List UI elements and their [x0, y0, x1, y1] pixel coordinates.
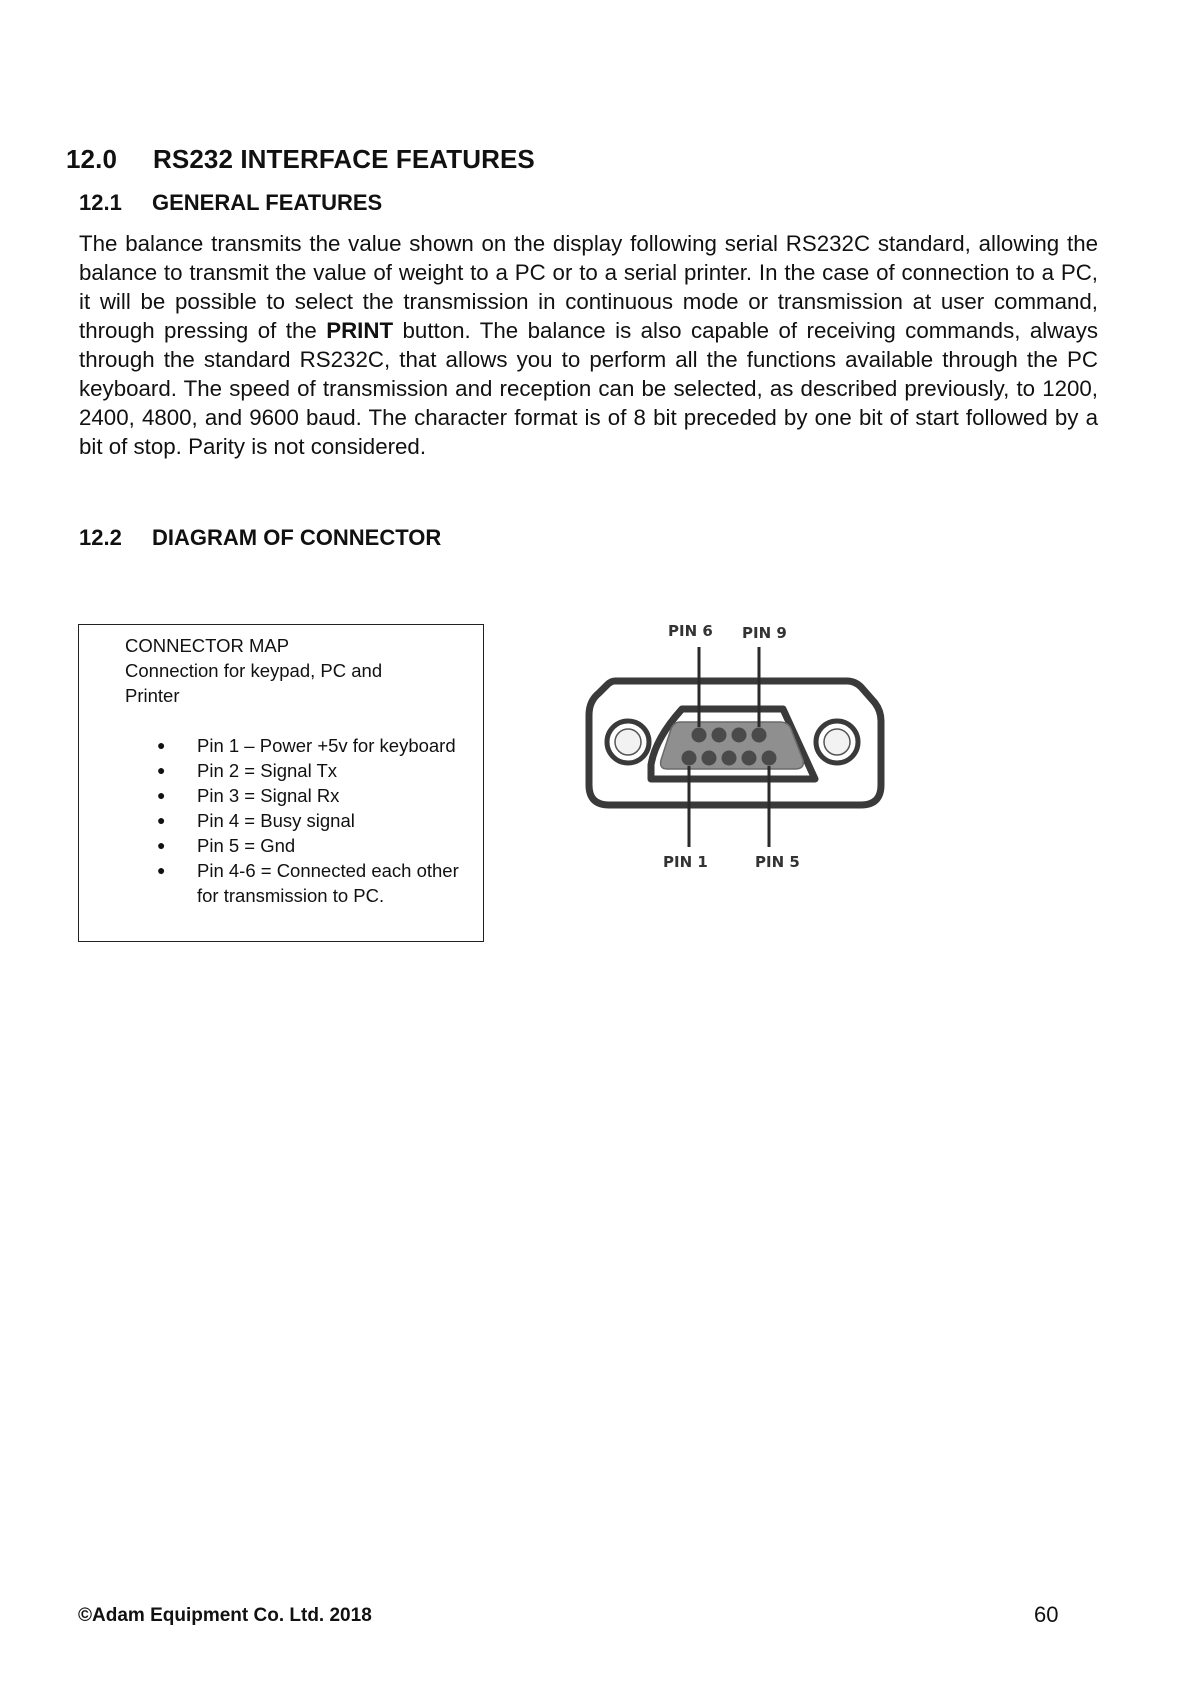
- bullet-icon: ●: [157, 812, 166, 828]
- print-button-name: PRINT: [326, 318, 394, 343]
- list-item: [125, 783, 465, 808]
- paragraph-text-part-2: button. The balance is also capable of receiving commands, always through the standard RS232C, that allows you to perform all the functions available through the PC keyboard. The speed of transmission and reception can be selected, as described previously, to 1200, 2400, 4800, and 9600 baud. The character format is of 8 bit preceded by one bit of start followed by a bit of stop. Parity is not considered.: [79, 318, 1098, 459]
- bullet-icon: ●: [157, 862, 166, 878]
- pin-description: Pin 4-6 = Connected each other for transmission to PC.: [197, 860, 459, 906]
- footer-copyright: ©Adam Equipment Co. Ltd. 2018: [78, 1605, 372, 1626]
- pin-dot: [762, 751, 777, 766]
- pin-list: [125, 733, 465, 908]
- connector-map-title: CONNECTOR MAP: [125, 635, 290, 656]
- subsection-heading-general: [79, 190, 382, 216]
- pin-dot: [692, 728, 707, 743]
- pin-dot: [742, 751, 757, 766]
- list-item: [125, 733, 465, 758]
- connector-map-subtitle: Connection for keypad, PC and Printer: [125, 660, 383, 706]
- bullet-icon: ●: [157, 787, 166, 803]
- list-item: [125, 833, 465, 858]
- pin-description: Pin 2 = Signal Tx: [197, 760, 338, 781]
- subsection-heading-diagram: [79, 525, 441, 551]
- connector-map-box: [78, 624, 484, 942]
- subsection-number: 12.2: [79, 525, 122, 550]
- subsection-title: DIAGRAM OF CONNECTOR: [152, 525, 442, 550]
- pin-dot: [702, 751, 717, 766]
- section-heading: [66, 144, 535, 175]
- bullet-icon: ●: [157, 762, 166, 778]
- list-item: [125, 858, 465, 908]
- pin-dot: [682, 751, 697, 766]
- pin-description: Pin 4 = Busy signal: [197, 810, 355, 831]
- label-pin9: PIN 9: [742, 624, 787, 642]
- section-title: RS232 INTERFACE FEATURES: [153, 144, 535, 174]
- label-pin1: PIN 1: [663, 853, 708, 871]
- right-screw-icon: [816, 721, 858, 763]
- pin-dot: [752, 728, 767, 743]
- list-item: [125, 808, 465, 833]
- label-pin6: PIN 6: [668, 622, 713, 640]
- pin-description: Pin 5 = Gnd: [197, 835, 296, 856]
- pin-description: Pin 1 – Power +5v for keyboard: [197, 735, 456, 756]
- pin-description: Pin 3 = Signal Rx: [197, 785, 340, 806]
- db9-connector-diagram: [585, 615, 885, 875]
- general-features-paragraph: [79, 229, 1098, 461]
- subsection-title: GENERAL FEATURES: [152, 190, 383, 215]
- page-number: 60: [1034, 1602, 1059, 1627]
- list-item: [125, 758, 465, 783]
- pin-dot: [722, 751, 737, 766]
- bullet-icon: ●: [157, 737, 166, 753]
- label-pin5: PIN 5: [755, 853, 800, 871]
- paragraph-text-part-1: The balance transmits the value shown on the display following serial RS232C standard, allowing the balance to transmit the value of weight to a PC or to a serial printer. In the case of connection to a PC, it will be possible to select the transmission in continuous mode or transmission at user command, through pressing of the: [79, 231, 1098, 343]
- section-number: 12.0: [66, 144, 118, 174]
- pin-dot: [712, 728, 727, 743]
- subsection-number: 12.1: [79, 190, 122, 215]
- bullet-icon: ●: [157, 837, 166, 853]
- left-screw-icon: [607, 721, 649, 763]
- pin-dot: [732, 728, 747, 743]
